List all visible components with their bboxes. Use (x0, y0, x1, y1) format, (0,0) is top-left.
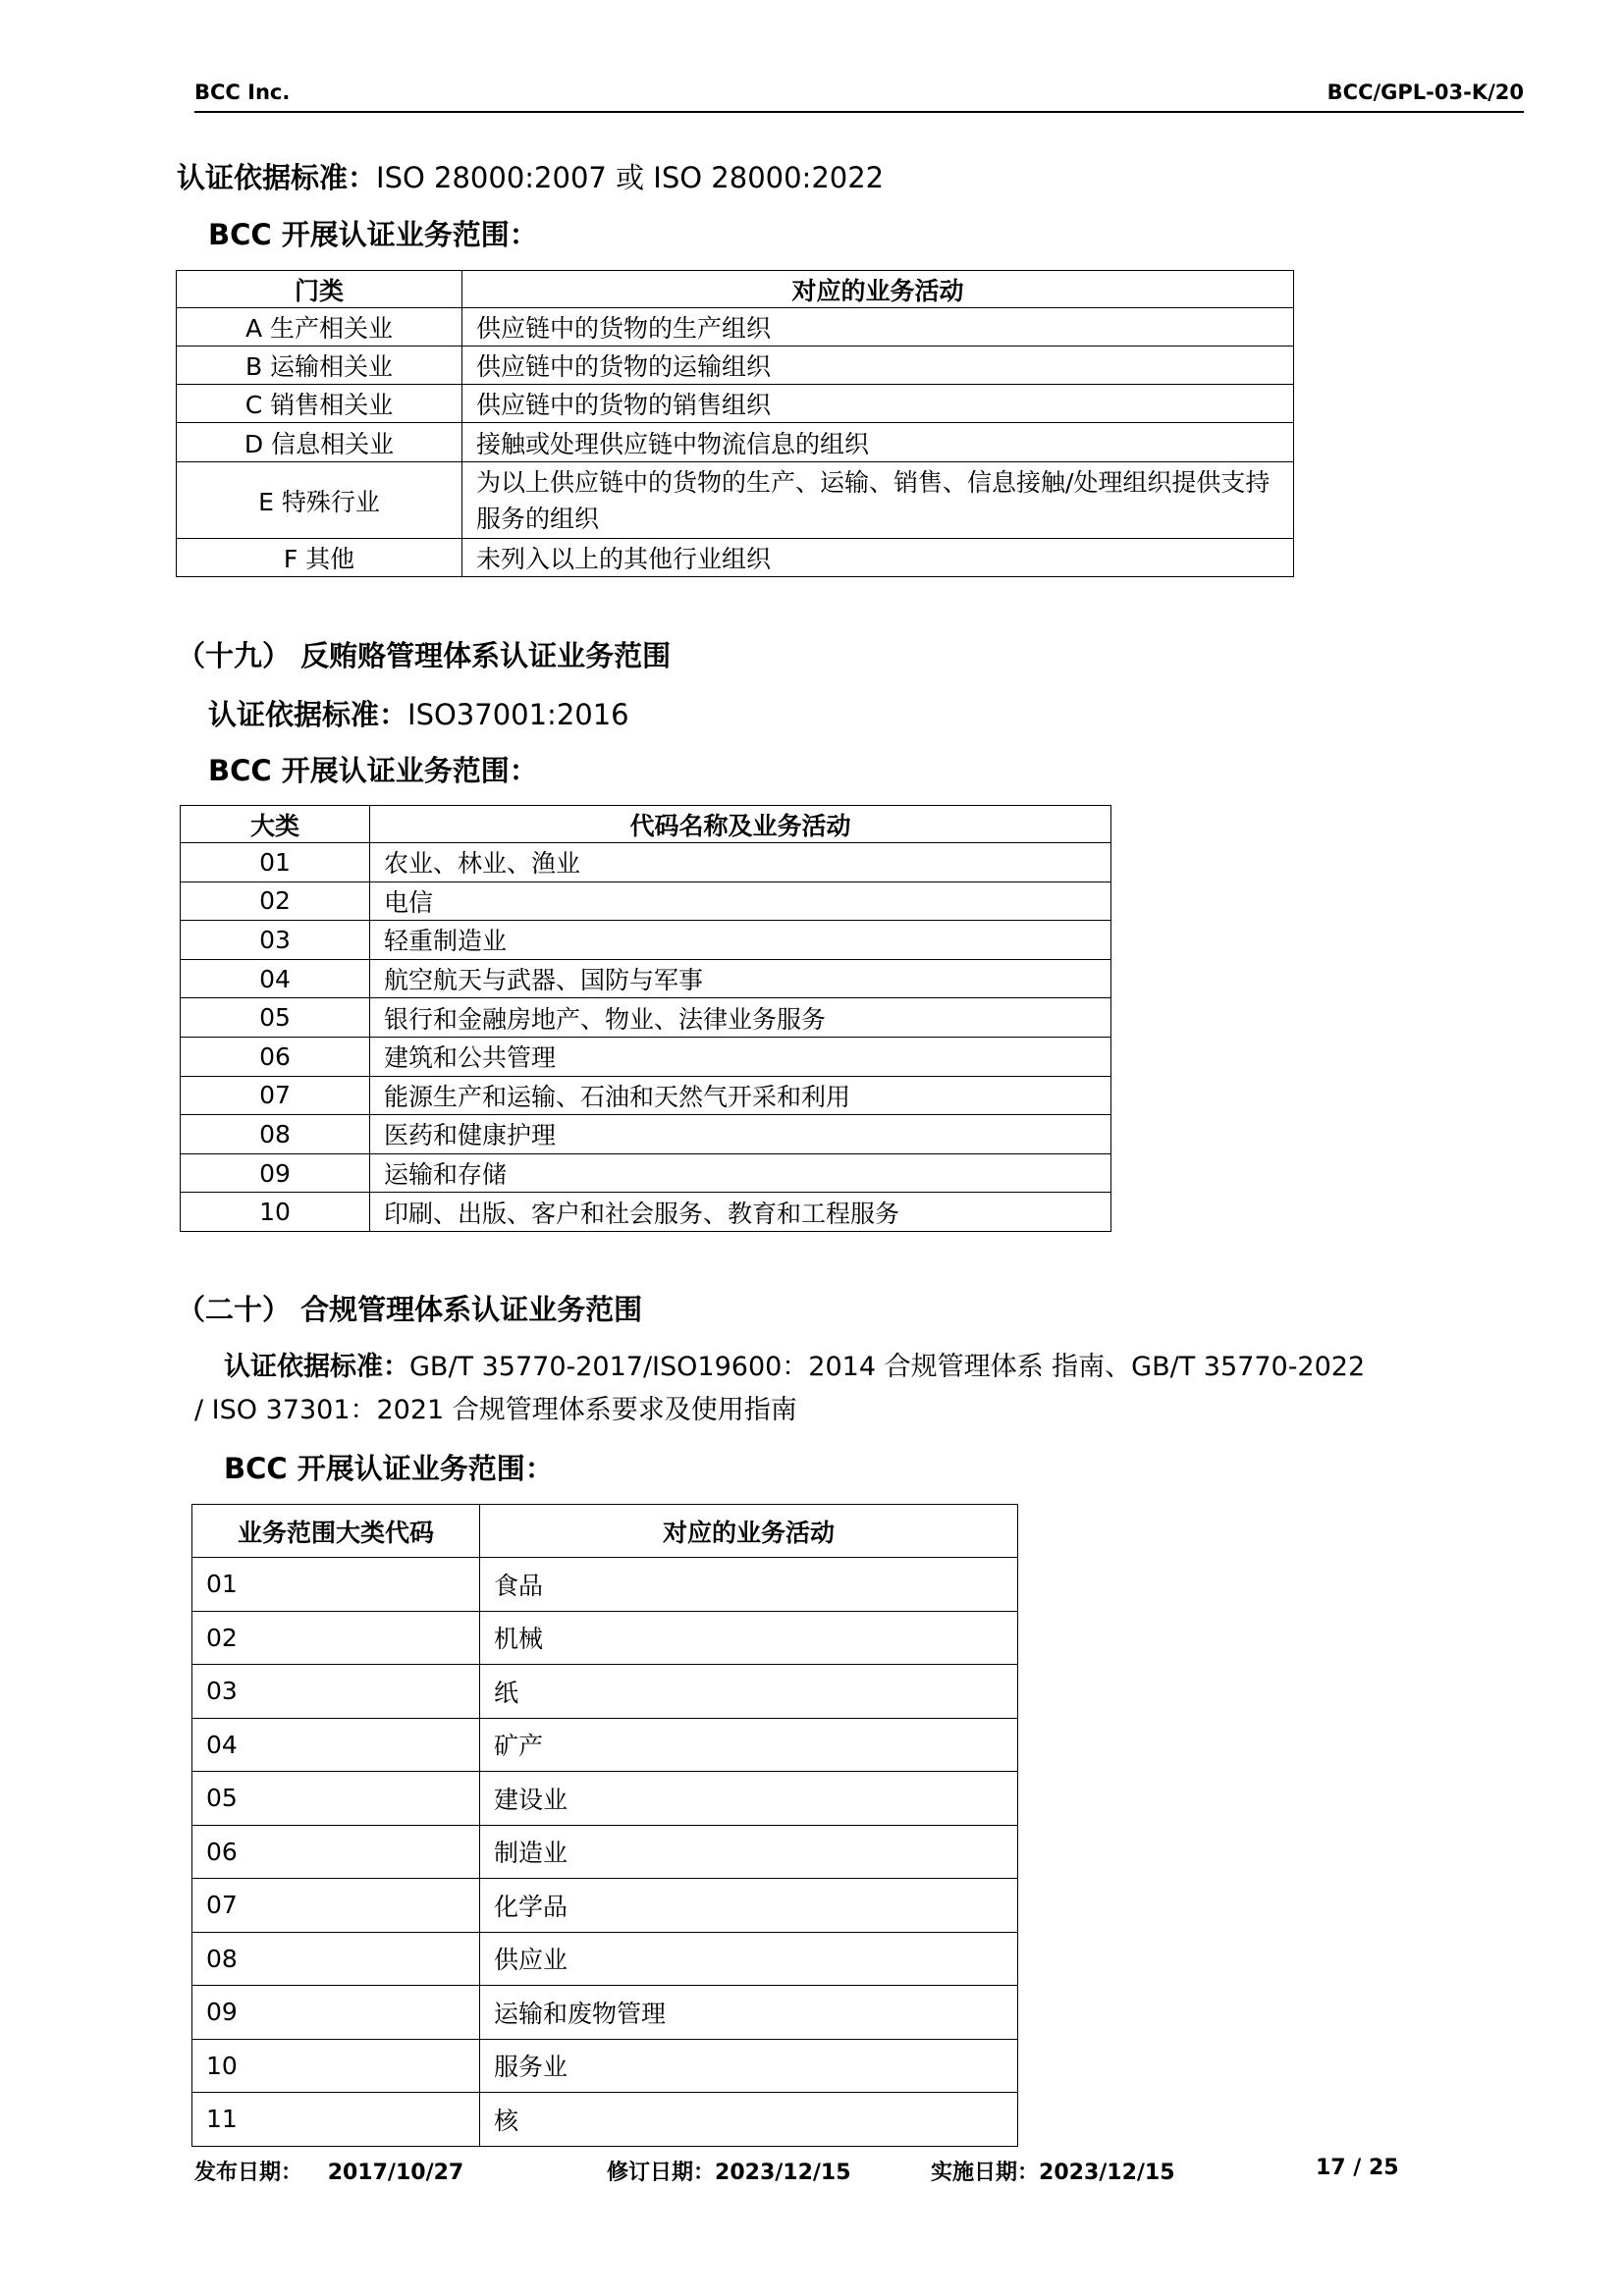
column-header: 对应的业务活动 (480, 1505, 1018, 1558)
category-cell: B 运输相关业 (177, 347, 462, 385)
footer-effective-label: 实施日期： (931, 2161, 1040, 2185)
activity-cell: 制造业 (480, 1825, 1018, 1879)
code-cell: 09 (181, 1153, 370, 1193)
code-cell: 06 (181, 1037, 370, 1076)
column-header: 代码名称及业务活动 (370, 806, 1111, 843)
category-cell: D 信息相关业 (177, 423, 462, 462)
code-cell: 05 (181, 998, 370, 1038)
table-row (192, 1825, 1018, 1879)
table-row (177, 347, 1294, 385)
footer-revise-date: 2023/12/15 (715, 2161, 851, 2185)
table-row (192, 1718, 1018, 1772)
code-cell: 11 (192, 2093, 480, 2147)
sec18-scope-label: BCC 开展认证业务范围： (208, 218, 538, 251)
table-row (192, 1611, 1018, 1665)
header-company: BCC Inc. (194, 80, 291, 104)
code-cell: 02 (181, 881, 370, 921)
activity-cell: 建设业 (480, 1772, 1018, 1826)
header-doc-code: BCC/GPL-03-K/20 (1326, 80, 1524, 104)
sec19-standard (208, 695, 629, 734)
table-row (181, 921, 1111, 960)
activity-cell: 供应链中的货物的运输组织 (462, 347, 1294, 385)
table-row (177, 539, 1294, 577)
sec19-standard-text: ISO37001:2016 (407, 698, 629, 731)
activity-cell: 农业、林业、渔业 (370, 843, 1111, 882)
table-row (192, 1665, 1018, 1719)
activity-cell: 能源生产和运输、石油和天然气开采和利用 (370, 1076, 1111, 1115)
table-header-row (177, 271, 1294, 308)
sec18-standard (177, 158, 884, 197)
table-row (181, 843, 1111, 882)
table-header-row (181, 806, 1111, 843)
sec20-standard (224, 1349, 1365, 1386)
code-cell: 03 (181, 921, 370, 960)
activity-cell: 机械 (480, 1611, 1018, 1665)
table-row (192, 1932, 1018, 1986)
activity-cell: 运输和存储 (370, 1153, 1111, 1193)
column-header: 对应的业务活动 (462, 271, 1294, 308)
code-cell: 01 (192, 1558, 480, 1612)
page-number: 17 / 25 (1316, 2156, 1399, 2180)
sec18-standard-label: 认证依据标准： (177, 161, 377, 194)
activity-cell: 电信 (370, 881, 1111, 921)
activity-cell: 航空航天与武器、国防与军事 (370, 959, 1111, 998)
code-cell: 04 (192, 1718, 480, 1772)
sec20-standard-text-1: GB/T 35770-2017/ISO19600：2014 合规管理体系 指南、GB/T 35770-2022 (409, 1352, 1366, 1382)
code-cell: 06 (192, 1825, 480, 1879)
sec19-standard-label: 认证依据标准： (208, 698, 408, 731)
footer-effective (931, 2156, 1175, 2186)
sec19-scope-label: BCC 开展认证业务范围： (208, 754, 538, 787)
table-header-row (192, 1505, 1018, 1558)
category-cell: E 特殊行业 (177, 462, 462, 539)
column-header: 业务范围大类代码 (192, 1505, 480, 1558)
footer-issue-label: 发布日期： (194, 2161, 303, 2185)
table-row (177, 385, 1294, 423)
column-header: 大类 (181, 806, 370, 843)
table-row (181, 1153, 1111, 1193)
table-row (181, 1037, 1111, 1076)
category-cell: F 其他 (177, 539, 462, 577)
code-cell: 08 (181, 1115, 370, 1154)
sec18-standard-text: ISO 28000:2007 或 ISO 28000:2022 (376, 161, 885, 194)
footer-issue-date: 2017/10/27 (327, 2161, 464, 2185)
table-row (192, 1558, 1018, 1612)
sec19-title: （十九） 反贿赂管理体系认证业务范围 (177, 639, 672, 672)
footer-revise-label: 修订日期： (607, 2161, 716, 2185)
category-cell: A 生产相关业 (177, 308, 462, 347)
activity-cell: 核 (480, 2093, 1018, 2147)
activity-cell: 供应链中的货物的销售组织 (462, 385, 1294, 423)
activity-cell: 服务业 (480, 2039, 1018, 2093)
activity-cell: 化学品 (480, 1879, 1018, 1933)
sec20-title: （二十） 合规管理体系认证业务范围 (177, 1293, 643, 1326)
table-row (192, 1986, 1018, 2040)
code-cell: 09 (192, 1986, 480, 2040)
table-row (181, 881, 1111, 921)
activity-cell: 印刷、出版、客户和社会服务、教育和工程服务 (370, 1193, 1111, 1232)
table-row (192, 2093, 1018, 2147)
header-rule (194, 111, 1524, 113)
activity-cell: 供应链中的货物的生产组织 (462, 308, 1294, 347)
table-row (181, 1076, 1111, 1115)
activity-cell: 建筑和公共管理 (370, 1037, 1111, 1076)
code-cell: 01 (181, 843, 370, 882)
table-row (177, 462, 1294, 539)
activity-cell: 供应业 (480, 1932, 1018, 1986)
code-cell: 08 (192, 1932, 480, 1986)
table-row (181, 1115, 1111, 1154)
table-row (181, 959, 1111, 998)
table-row (177, 423, 1294, 462)
code-cell: 05 (192, 1772, 480, 1826)
activity-cell: 医药和健康护理 (370, 1115, 1111, 1154)
code-cell: 03 (192, 1665, 480, 1719)
table-row (192, 1879, 1018, 1933)
activity-cell: 接触或处理供应链中物流信息的组织 (462, 423, 1294, 462)
table-row (177, 308, 1294, 347)
column-header: 门类 (177, 271, 462, 308)
code-cell: 07 (181, 1076, 370, 1115)
sec20-scope-label: BCC 开展认证业务范围： (224, 1452, 554, 1485)
code-cell: 07 (192, 1879, 480, 1933)
sec20-standard-label: 认证依据标准： (224, 1352, 409, 1382)
code-cell: 10 (192, 2039, 480, 2093)
activity-cell: 轻重制造业 (370, 921, 1111, 960)
code-cell: 02 (192, 1611, 480, 1665)
activity-cell: 矿产 (480, 1718, 1018, 1772)
activity-cell: 运输和废物管理 (480, 1986, 1018, 2040)
table-row (181, 1193, 1111, 1232)
table-row (192, 2039, 1018, 2093)
sec18-table (176, 270, 1294, 577)
activity-cell: 为以上供应链中的货物的生产、运输、销售、信息接触/处理组织提供支持服务的组织 (462, 462, 1294, 539)
footer-issue (194, 2156, 463, 2186)
code-cell: 10 (181, 1193, 370, 1232)
footer-effective-date: 2023/12/15 (1039, 2161, 1175, 2185)
activity-cell: 纸 (480, 1665, 1018, 1719)
footer-revise (607, 2156, 851, 2186)
activity-cell: 银行和金融房地产、物业、法律业务服务 (370, 998, 1111, 1038)
sec20-table (191, 1504, 1018, 2147)
table-row (181, 998, 1111, 1038)
sec19-table (180, 805, 1111, 1232)
activity-cell: 未列入以上的其他行业组织 (462, 539, 1294, 577)
category-cell: C 销售相关业 (177, 385, 462, 423)
sec20-standard-text-2: / ISO 37301：2021 合规管理体系要求及使用指南 (194, 1395, 797, 1425)
activity-cell: 食品 (480, 1558, 1018, 1612)
table-row (192, 1772, 1018, 1826)
code-cell: 04 (181, 959, 370, 998)
